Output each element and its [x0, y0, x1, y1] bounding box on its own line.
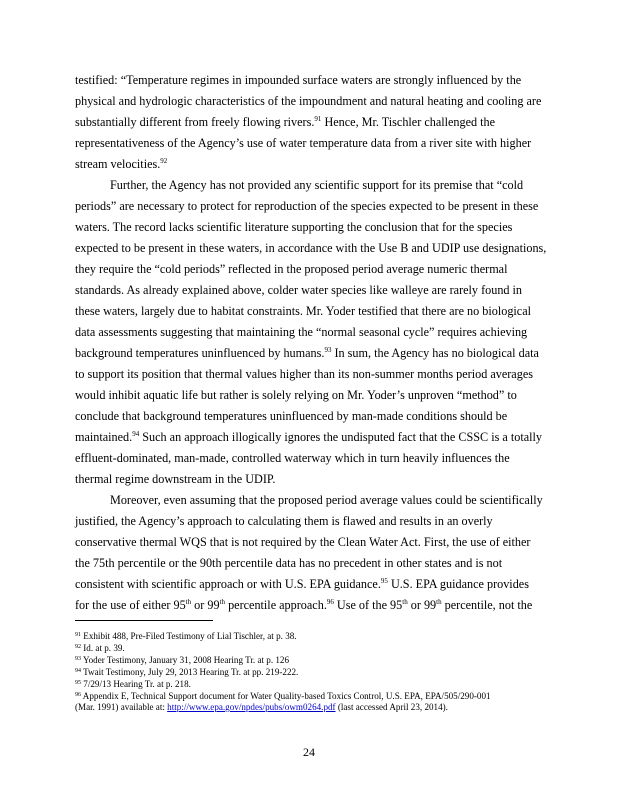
body-line: justified, the Agency’s approach to calculating them is flawed and results in an overly — [75, 514, 493, 528]
body-line: effluent-dominated, man-made, controlled waterway which in turn heavily influences the — [75, 451, 510, 465]
footnote: $^{93}$ Yoder Testimony, January 31, 2008 Hearing Tr. at p. 126 — [75, 655, 290, 665]
body-line: they require the “cold periods” reflected in the proposed period average numeric thermal — [75, 262, 508, 276]
body-line: maintained.$^{94}$ Such an approach illogically ignores the undisputed fact that the CSSC is a totally — [75, 430, 542, 444]
body-line: physical and hydrologic characteristics of the impoundment and natural heating and cooling are — [75, 94, 542, 108]
footnote: $^{96}$ Appendix E, Technical Support document for Water Quality-based Toxics Control, U.S. EPA, EPA/505/290-001 — [75, 691, 491, 701]
body-line: periods” are necessary to protect for reproduction of the species expected to be present in these — [75, 199, 539, 213]
footnote: $^{92}$ Id. at p. 39. — [75, 643, 125, 653]
body-line: thermal regime downstream in the UDIP. — [75, 472, 276, 486]
body-line: waters. The record lacks scientific literature supporting the conclusion that for the species — [75, 220, 513, 234]
body-line: representativeness of the Agency’s use of water temperature data from a river site with higher — [75, 136, 532, 150]
body-line: Moreover, even assuming that the proposed period average values could be scientifically — [110, 493, 543, 507]
body-line: standards. As already explained above, colder water species like walleye are rarely found in — [75, 283, 523, 297]
body-line: conservative thermal WQS that is not required by the Clean Water Act. First, the use of either — [75, 535, 531, 549]
footnote-ref[interactable]: 96 — [326, 598, 334, 606]
body-line: would inhibit aquatic life but rather is solely relying on Mr. Yoder’s unproven “method” to — [75, 388, 517, 402]
body-line: substantially different from freely flowing rivers.$^{91}$ Hence, Mr. Tischler challenged the — [75, 115, 496, 129]
footnote: $^{91}$ Exhibit 488, Pre-Filed Testimony of Lial Tischler, at p. 38. — [75, 631, 297, 641]
footnote: $^{94}$ Twait Testimony, July 29, 2013 Hearing Tr. at pp. 219-222. — [75, 667, 299, 677]
body-line: these waters, largely due to habitat constraints. Mr. Yoder testified that there are no biological — [75, 304, 532, 318]
body-line: the 75th percentile or the 90th percentile data has no precedent in other states and is not — [75, 556, 503, 570]
body-line: conclude that background temperatures uninfluenced by man-made conditions should be — [75, 409, 508, 423]
footnote-ref[interactable]: 94 — [132, 430, 140, 438]
body-line: testified: “Temperature regimes in impounded surface waters are strongly influenced by the — [75, 73, 522, 87]
body-line: background temperatures uninfluenced by humans.$^{93}$ In sum, the Agency has no biological data — [75, 346, 539, 360]
footnote: $^{95}$ 7/29/13 Hearing Tr. at p. 218. — [75, 679, 191, 689]
body-line: for the use of either 95th or 99th percentile approach.$^{96}$ Use of the 95th or 99th percentile, not the — [75, 598, 533, 612]
body-line: Further, the Agency has not provided any scientific support for its premise that “cold — [110, 178, 524, 192]
footnote-ref[interactable]: 91 — [314, 115, 322, 123]
body-line: to support its position that thermal values higher than its non-summer months period averages — [75, 367, 533, 381]
footnote-ref[interactable]: 95 — [380, 577, 388, 585]
body-line: data assessments suggesting that maintaining the “normal seasonal cycle” requires achieving — [75, 325, 528, 339]
footnote-continuation: (Mar. 1991) available at: http://www.epa.gov/npdes/pubs/owm0264.pdf (last accessed April 23, 2014). — [75, 702, 448, 712]
footnote-separator — [75, 620, 213, 621]
body-line: stream velocities.$^{92}$ — [75, 157, 168, 171]
body-line: expected to be present in these waters, in accordance with the Use B and UDIP use designations, — [75, 241, 547, 255]
footnote-ref[interactable]: 93 — [324, 346, 332, 354]
body-line: consistent with scientific approach or with U.S. EPA guidance.$^{95}$ U.S. EPA guidance provides — [75, 577, 529, 591]
epa-guidance-link[interactable]: http://www.epa.gov/npdes/pubs/owm0264.pdf — [167, 702, 336, 712]
footnote-ref[interactable]: 92 — [160, 157, 168, 165]
page-number: 24 — [303, 745, 315, 759]
